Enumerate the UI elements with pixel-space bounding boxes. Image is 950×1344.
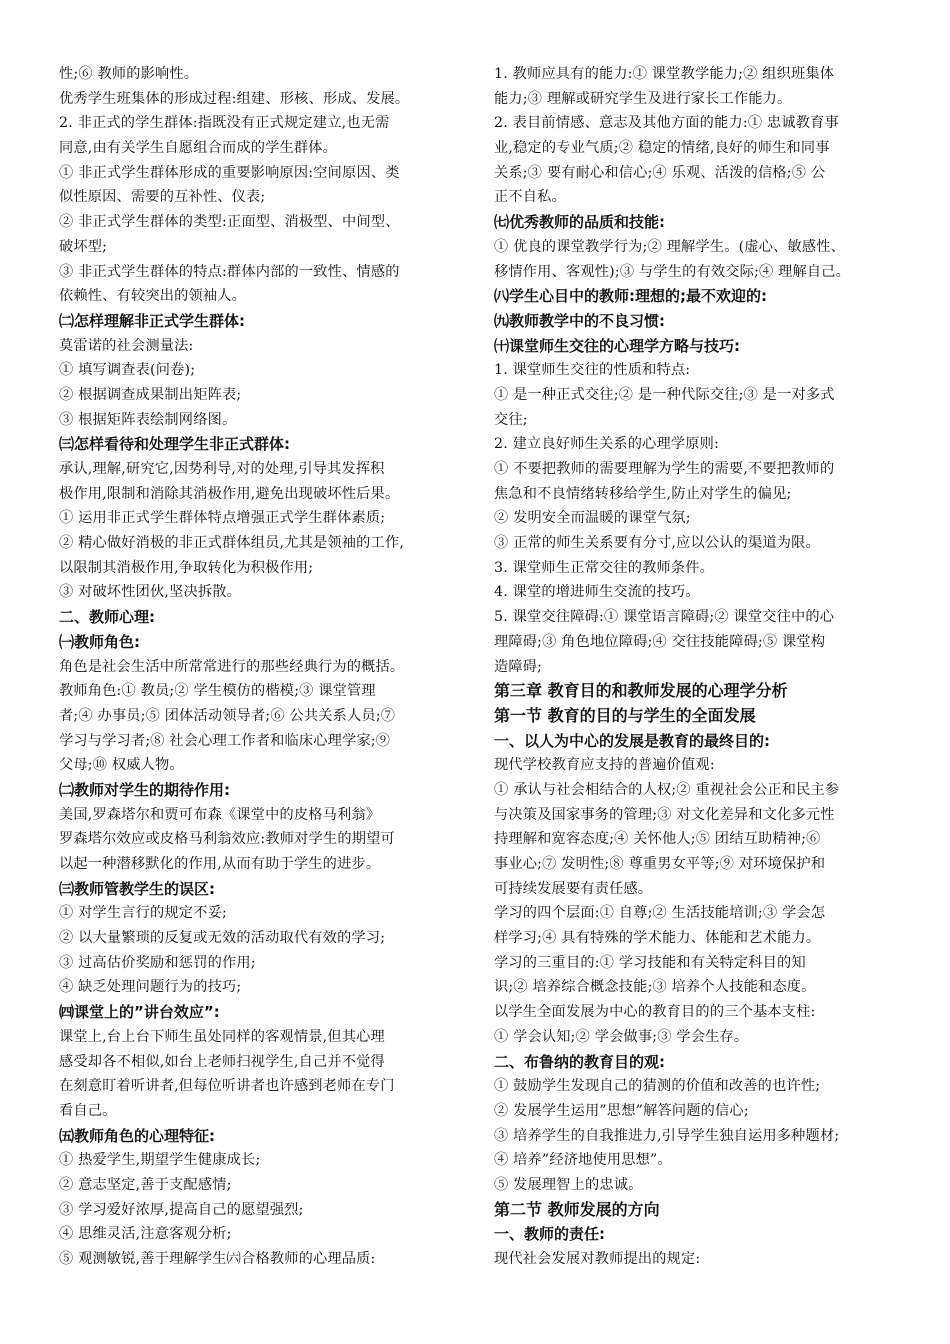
right-text-line: ① 鼓励学生发现自己的猜测的价值和改善的也许性;: [494, 1078, 821, 1095]
left-heading: 二、教师心理:: [59, 608, 155, 627]
left-text-line: ③ 过高估价奖励和惩罚的作用;: [59, 954, 256, 971]
left-text-line: ③ 根据矩阵表绘制网络图。: [59, 411, 237, 428]
right-text-line: 持理解和宽容态度;④ 关怀他人;⑤ 团结互助精神;⑥: [494, 831, 821, 848]
left-text-line: 莫雷诺的社会测量法:: [59, 337, 194, 354]
right-text-line: 焦急和不良情绪转移给学生,防止对学生的偏见;: [494, 485, 792, 502]
left-text-line: 依赖性、有较突出的领袖人。: [59, 288, 247, 305]
right-heading: ㈩课堂师生交往的心理学方略与技巧:: [494, 336, 741, 355]
right-text-line: ③ 正常的师生关系要有分寸,应以公认的渠道为限。: [494, 535, 820, 552]
left-text-line: 角色是社会生活中所常常进行的那些经典行为的概括。: [59, 658, 405, 675]
left-text-line: 美国,罗森塔尔和贾可布森《课堂中的皮格马利翁》: [59, 806, 381, 823]
left-text-line: 感受却各不相似,如台上老师扫视学生,自己并不觉得: [59, 1053, 385, 1070]
right-text-line: 以学生全面发展为中心的教育目的的三个基本支柱:: [494, 1004, 816, 1021]
left-column: [59, 62, 469, 1272]
right-text-line: ① 优良的课堂教学行为;② 理解学生。(虚心、敏感性、: [494, 238, 846, 255]
left-text-line: 在刻意盯着听讲者,但每位听讲者也许感到老师在专门: [59, 1078, 395, 1095]
right-text-line: 事业心;⑦ 发明性;⑧ 尊重男女平等;⑨ 对环境保护和: [494, 856, 826, 872]
left-text-line: ① 非正式学生群体形成的重要影响原因:空间原因、类: [59, 164, 400, 181]
right-heading: 第三章 教育目的和教师发展的心理学分析: [494, 681, 788, 701]
left-text-line: ① 对学生言行的规定不妥;: [59, 905, 227, 922]
right-text-line: 业,稳定的专业气质;② 稳定的情绪,良好的师生和同事: [494, 140, 830, 157]
left-text-line: 罗森塔尔效应或皮格马利翁效应:教师对学生的期望可: [59, 831, 395, 848]
left-text-line: 破坏型;: [59, 238, 108, 255]
left-text-line: ② 以大量繁琐的反复或无效的活动取代有效的学习;: [59, 930, 386, 947]
left-text-line: ③ 对破坏性团伙,坚决拆散。: [59, 584, 242, 601]
right-text-line: 能力;③ 理解或研究学生及进行家长工作能力。: [494, 90, 792, 107]
right-text-line: 可持续发展要有责任感。: [494, 880, 653, 897]
right-text-line: 1. 教师应具有的能力:① 课堂教学能力;② 组织班集体: [494, 66, 835, 82]
left-heading: ㈤教师角色的心理特征:: [59, 1126, 215, 1145]
right-heading: 第一节 教育的目的与学生的全面发展: [494, 705, 756, 725]
left-text-line: ② 精心做好消极的非正式群体组员,尤其是领袖的工作,: [59, 535, 405, 552]
left-text-line: 以限制其消极作用,争取转化为积极作用;: [59, 559, 314, 576]
right-text-line: 交往;: [494, 411, 528, 428]
left-text-line: 性;⑥ 教师的影响性。: [59, 66, 199, 82]
right-text-line: ⑤ 发展理智上的忠诚。: [494, 1176, 643, 1193]
right-column: [494, 62, 906, 1272]
right-text-line: 现代社会发展对教师提出的规定:: [494, 1251, 701, 1267]
right-heading: ㈧学生心目中的教师:理想的;最不欢迎的:: [494, 287, 767, 306]
right-text-line: ① 是一种正式交往;② 是一种代际交往;③ 是一对多式: [494, 386, 835, 403]
right-text-line: 移情作用、客观性);③ 与学生的有效交际;④ 理解自己。: [494, 263, 851, 280]
right-text-line: 理障碍;③ 角色地位障碍;④ 交往技能障碍;⑤ 课堂构: [494, 633, 826, 650]
left-text-line: ① 运用非正式学生群体特点增强正式学生群体素质;: [59, 510, 386, 527]
right-text-line: 关系;③ 要有耐心和信心;④ 乐观、活泼的信格;⑤ 公: [494, 164, 826, 181]
right-text-line: 与决策及国家事务的管理;③ 对文化差异和文化多元性: [494, 806, 835, 823]
right-text-line: 学习的四个层面:① 自尊;② 生活技能培训;③ 学会怎: [494, 905, 826, 922]
left-text-line: ③ 学习爱好浓厚,提高自己的愿望强烈;: [59, 1201, 304, 1218]
right-text-line: ① 承认与社会相结合的人权;② 重视社会公正和民主参: [494, 781, 840, 798]
left-heading: ㈠教师角色:: [59, 632, 140, 651]
right-text-line: ② 发明安全而温暖的课堂气氛;: [494, 510, 691, 527]
right-text-line: 现代学校教育应支持的普遍价值观:: [494, 757, 715, 774]
left-heading: ㈣课堂上的”讲台效应”:: [59, 1003, 220, 1022]
left-text-line: ① 热爱学生,期望学生健康成长;: [59, 1152, 261, 1169]
right-heading: 一、以人为中心的发展是教育的最终目的:: [494, 731, 771, 750]
right-text-line: 2. 建立良好师生关系的心理学原则:: [494, 436, 720, 453]
right-text-line: 2. 表目前情感、意志及其他方面的能力:① 忠诚教育事: [494, 115, 839, 132]
left-text-line: ④ 思维灵活,注意客观分析;: [59, 1226, 232, 1243]
right-text-line: 1. 课堂师生交往的性质和特点:: [494, 362, 691, 379]
left-heading: ㈢怎样看待和处理学生非正式群体:: [59, 435, 291, 454]
left-text-line: ① 填写调查表(问卷);: [59, 362, 196, 379]
left-text-line: 者;④ 办事员;⑤ 团体活动领导者;⑥ 公共关系人员;⑦: [59, 707, 396, 724]
right-text-line: ③ 培养学生的自我推进力,引导学生独自运用多种题材;: [494, 1127, 840, 1144]
right-text-line: ② 发展学生运用”思想”解答问题的信心;: [494, 1102, 749, 1119]
right-heading: 一、教师的责任:: [494, 1225, 605, 1244]
left-heading: ㈡教师对学生的期待作用:: [59, 780, 230, 799]
left-heading: ㈡怎样理解非正式学生群体:: [59, 311, 245, 330]
left-text-line: ③ 非正式学生群体的特点:群体内部的一致性、情感的: [59, 263, 400, 280]
right-text-line: 3. 课堂师生正常交往的教师条件。: [494, 559, 715, 576]
right-text-line: 学习的三重目的:① 学习技能和有关特定科目的知: [494, 954, 806, 971]
right-text-line: 造障碍;: [494, 658, 543, 675]
left-text-line: ② 根据调查成果制出矩阵表;: [59, 386, 242, 403]
left-text-line: 优秀学生班集体的形成过程:组建、形核、形成、发展。: [59, 90, 410, 107]
left-text-line: 学习与学习者;⑧ 社会心理工作者和临床心理学家;⑨: [59, 732, 391, 749]
left-text-line: 以起一种潜移默化的作用,从而有助于学生的进步。: [59, 856, 381, 872]
right-text-line: ① 学会认知;② 学会做事;③ 学会生存。: [494, 1028, 749, 1045]
left-text-line: 同意,由有关学生自愿组合而成的学生群体。: [59, 140, 338, 157]
right-heading: ㈦优秀教师的品质和技能:: [494, 213, 665, 232]
right-heading: ㈨教师教学中的不良习惯:: [494, 311, 665, 330]
left-text-line: 似性原因、需要的互补性、仪表;: [59, 189, 266, 206]
right-text-line: 4. 课堂的增进师生交流的技巧。: [494, 584, 700, 601]
left-text-line: 2. 非正式的学生群体:指既没有正式规定建立,也无需: [59, 115, 390, 132]
left-heading: ㈢教师管教学生的误区:: [59, 879, 215, 898]
left-text-line: 父母;⑩ 权威人物。: [59, 757, 184, 774]
left-text-line: 极作用,限制和消除其消极作用,避免出现破坏性后果。: [59, 485, 400, 502]
right-text-line: 识;② 培养综合概念技能;③ 培养个人技能和态度。: [494, 979, 816, 996]
right-text-line: 样学习;④ 具有特殊的学术能力、体能和艺术能力。: [494, 930, 821, 947]
right-text-line: ④ 培养”经济地使用思想”。: [494, 1152, 672, 1169]
left-text-line: ④ 缺乏处理问题行为的技巧;: [59, 979, 242, 996]
left-text-line: 课堂上,台上台下师生虽处同样的客观情景,但其心理: [59, 1028, 385, 1045]
left-text-line: ② 意志坚定,善于支配感情;: [59, 1176, 232, 1193]
left-text-line: 看自己。: [59, 1102, 117, 1119]
left-text-line: ⑤ 观测敏锐,善于理解学生㈥合格教师的心理品质:: [59, 1251, 376, 1267]
left-text-line: ② 非正式学生群体的类型:正面型、消极型、中间型、: [59, 214, 400, 231]
right-text-line: 5. 课堂交往障碍:① 课堂语言障碍;② 课堂交往中的心: [494, 609, 835, 626]
right-text-line: ① 不要把教师的需要理解为学生的需要,不要把教师的: [494, 461, 835, 477]
left-text-line: 教师角色:① 教员;② 学生模仿的楷模;③ 课堂管理: [59, 683, 376, 700]
right-heading: 第二节 教师发展的方向: [494, 1199, 660, 1219]
right-text-line: 正不自私。: [494, 189, 566, 206]
left-text-line: 承认,理解,研究它,因势利导,对的处理,引导其发挥积: [59, 461, 385, 477]
right-heading: 二、布鲁纳的教育目的观:: [494, 1052, 665, 1071]
